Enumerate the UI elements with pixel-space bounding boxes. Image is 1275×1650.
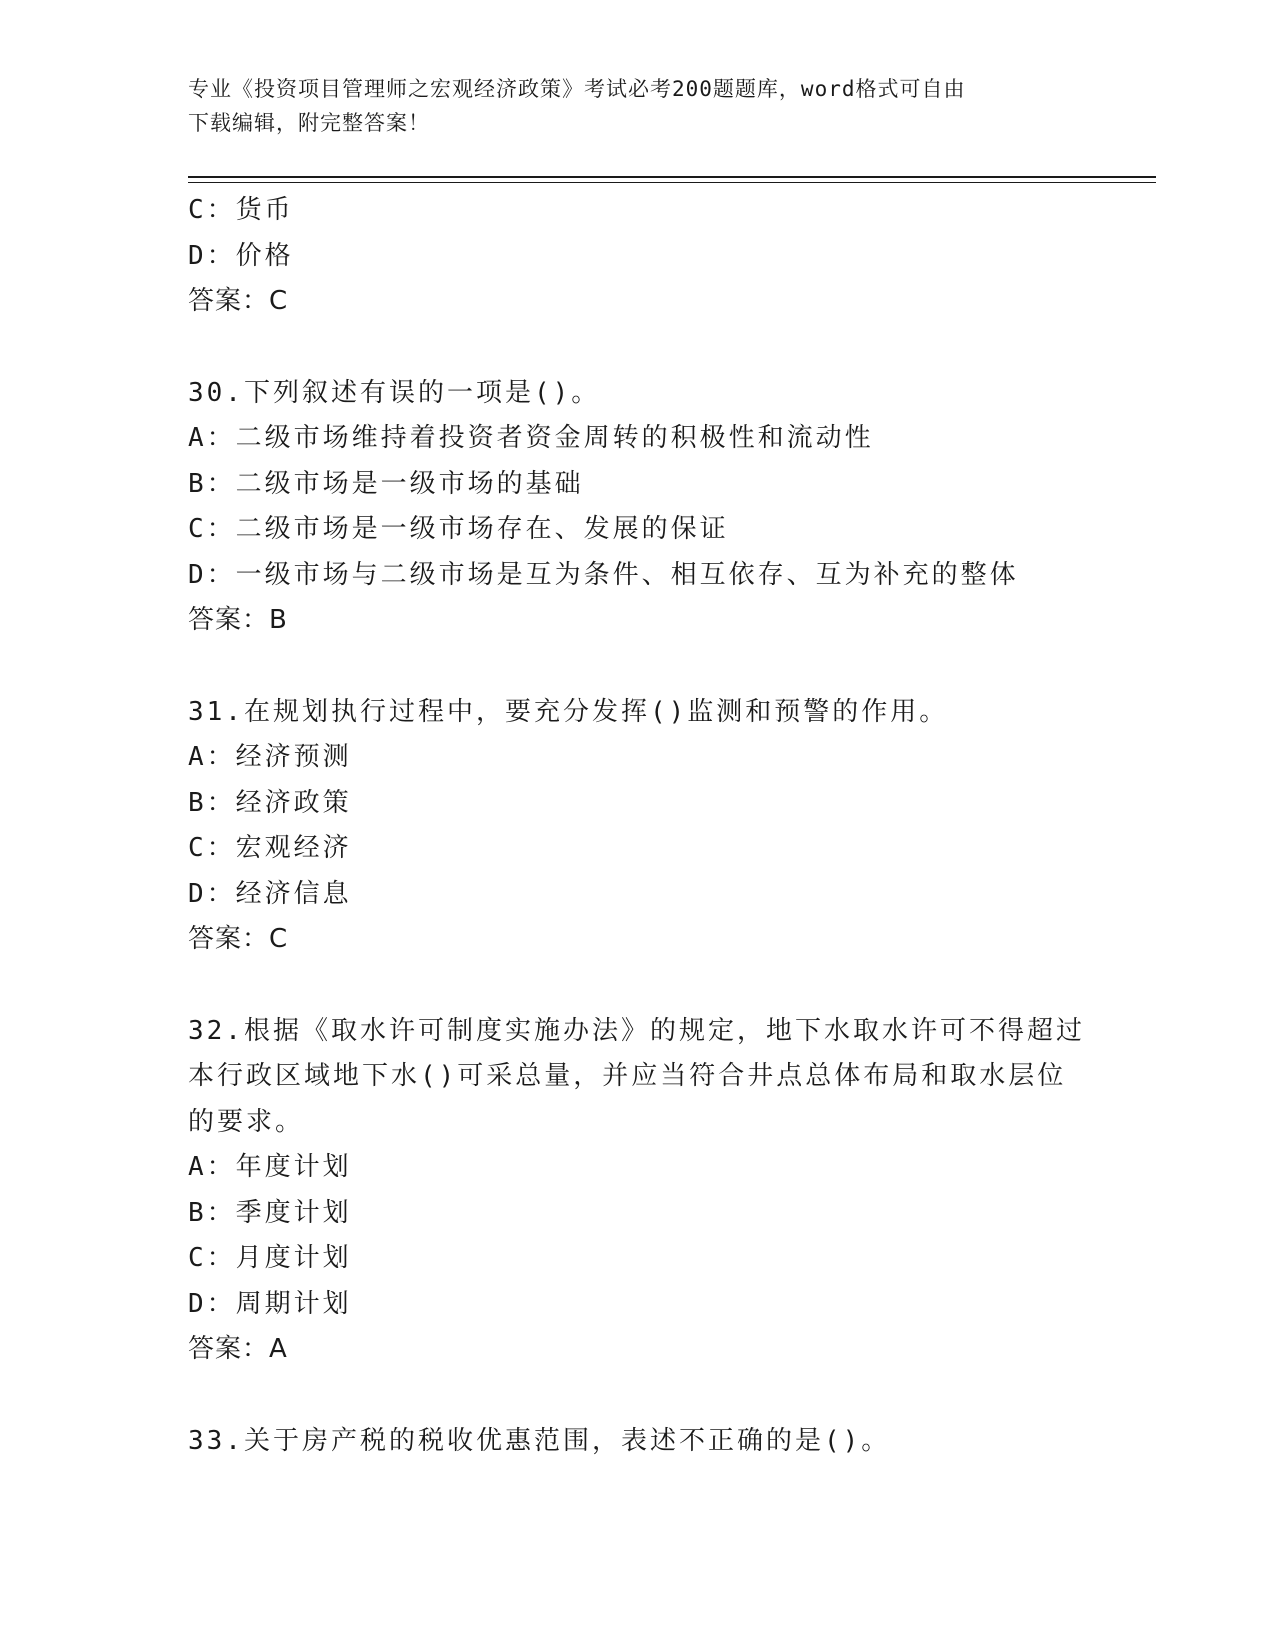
question-stem: 33.关于房产税的税收优惠范围，表述不正确的是()。 bbox=[188, 1425, 891, 1456]
question-stem: 31.在规划执行过程中，要充分发挥()监测和预警的作用。 bbox=[188, 696, 949, 727]
header-line-2: 下载编辑，附完整答案！ bbox=[188, 111, 430, 135]
option-c: C：宏观经济 bbox=[188, 833, 352, 863]
question-stem-line-2: 本行政区域地下水()可采总量，并应当符合井点总体布局和取水层位 bbox=[188, 1061, 1067, 1091]
option-c: C：货币 bbox=[188, 195, 294, 225]
question-stem-line-1: 32.根据《取水许可制度实施办法》的规定，地下水取水许可不得超过 bbox=[188, 1015, 1085, 1046]
question-31 bbox=[188, 690, 1148, 963]
option-d: D：经济信息 bbox=[188, 878, 352, 909]
option-c: C：二级市场是一级市场存在、发展的保证 bbox=[188, 514, 729, 544]
answer-line: 答案：B bbox=[188, 605, 288, 635]
question-30 bbox=[188, 371, 1148, 644]
option-d: D：一级市场与二级市场是互为条件、相互依存、互为补充的整体 bbox=[188, 559, 1019, 590]
option-d: D：周期计划 bbox=[188, 1288, 352, 1319]
answer-line: 答案：C bbox=[188, 924, 289, 954]
option-c: C：月度计划 bbox=[188, 1243, 352, 1273]
option-a: A：经济预测 bbox=[188, 742, 352, 772]
question-33 bbox=[188, 1419, 1148, 1465]
option-b: B：季度计划 bbox=[188, 1197, 352, 1228]
header-rule-thick bbox=[188, 176, 1156, 178]
answer-line: 答案：A bbox=[188, 1334, 288, 1364]
question-list bbox=[188, 188, 1148, 1464]
document-header bbox=[188, 72, 1088, 140]
question-carryover bbox=[188, 188, 1148, 325]
question-stem: 30.下列叙述有误的一项是()。 bbox=[188, 377, 601, 408]
question-32 bbox=[188, 1009, 1148, 1373]
option-b: B：二级市场是一级市场的基础 bbox=[188, 468, 584, 499]
option-d: D：价格 bbox=[188, 240, 294, 271]
question-stem-line-3: 的要求。 bbox=[188, 1106, 305, 1137]
option-a: A：年度计划 bbox=[188, 1152, 352, 1182]
answer-line: 答案：C bbox=[188, 286, 289, 316]
option-b: B：经济政策 bbox=[188, 787, 352, 818]
header-rule-thin bbox=[188, 182, 1156, 183]
header-line-1: 专业《投资项目管理师之宏观经济政策》考试必考200题题库，word格式可自由 bbox=[188, 77, 966, 101]
option-a: A：二级市场维持着投资者资金周转的积极性和流动性 bbox=[188, 423, 874, 453]
